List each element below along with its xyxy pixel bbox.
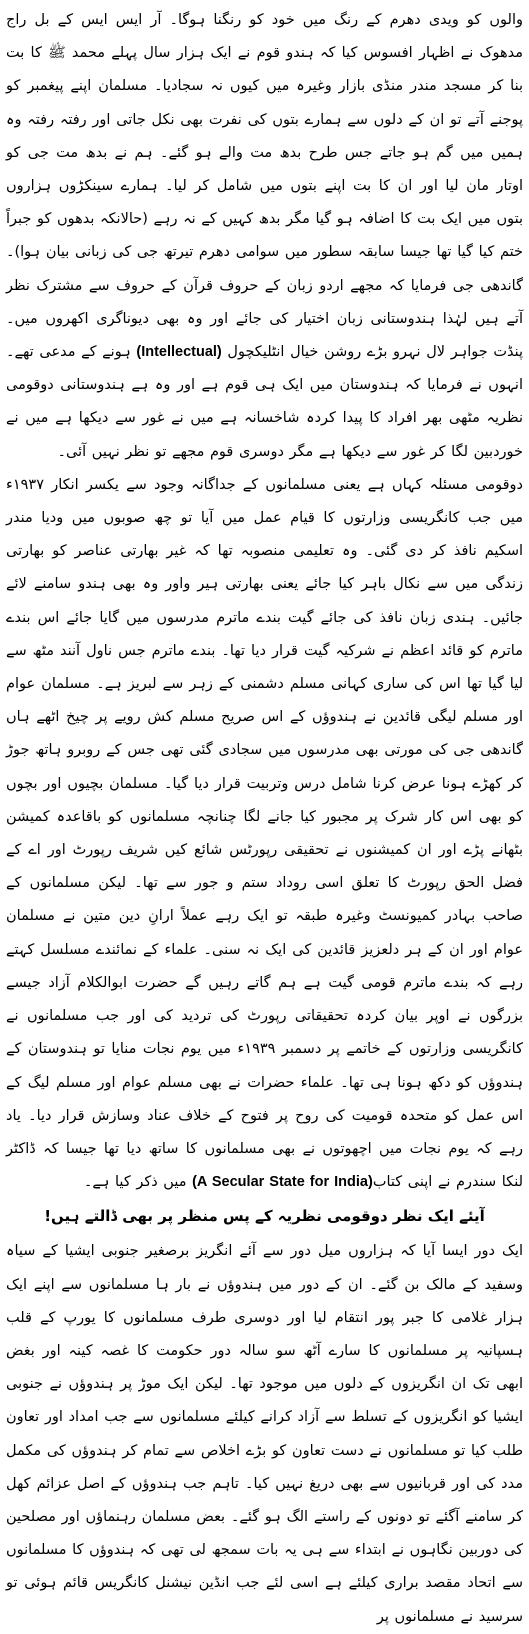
paragraph-1-text: والوں کو ویدی دھرم کے رنگ میں خود کو رنگنا ہوگا۔ آر ایس ایس کے بل راج مدھوک نے اظہار افسوس کیا کہ ہندو قوم نے ایک ہزار سال پہلے محمد ﷺ کا بت بنا کر مسجد مندر منڈی بازار وغیرہ میں کیوں نہ سجادیا۔ مسلمان اپنے پیغمبر کو پوجنے آتے تو ان کے دلوں سے ہمارے بتوں کی نفرت بھی نکل جاتی اور رفتہ رفتہ وہ ہمیں میں گم ہو جاتے جس طرح بدھ مت والے ہو گئے۔ ہم نے بدھ مت جی کو اوتار مان لیا اور ان کا بت اپنے بتوں میں شامل کر لیا۔ ہمارے سینکڑوں ہزاروں بتوں میں ایک بت کا اضافہ ہو گیا مگر بدھ کہیں کے نہ رہے (حالانکہ بدھوں کو جبراً ختم کیا گیا تھا جیسا سابقہ سطور میں سوامی دھرم تیرتھ جی کی زبانی بیان ہوا)۔ گاندھی جی فرمایا کہ مجھے اردو زبان کے حروف قرآن کے حروف سے مشترک نظر آتے ہیں لہٰذا ہندوستانی زبان اختیار کی جائے اور وہ بھی دیوناگری اکھروں میں۔ پنڈت جواہر لال نہرو بڑے روشن خیال انٹلیکچول	[6, 12, 524, 361]
paragraph-1	[6, 4, 523, 469]
paragraph-1-continued: ہونے کے مدعی تھے۔ انہوں نے فرمایا کہ ہندوستان میں ایک ہی قوم ہے اور وہ ہے ہندوستانی دوقومی نظریہ مٹھی بھر افراد کا پیدا کردہ شاخسانہ ہے میں نے غور سے دیکھا ہے میں نے خوردبین لگا کر غور سے دیکھا ہے مگر دوسری قوم مجھے تو نظر نہیں آئی۔	[6, 344, 523, 460]
section-heading: آیئے ایک نظر دوقومی نظریہ کے پس منظر پر بھی ڈالتے ہیں!	[44, 1207, 485, 1226]
intellectual-term: (Intellectual)	[136, 344, 222, 361]
paragraph-2-continued: میں ذکر کیا ہے۔	[83, 1174, 187, 1191]
book-title: (A Secular State for India)	[192, 1174, 373, 1191]
paragraph-2-text: دوقومی مسئلہ کہاں ہے یعنی مسلمانوں کے جداگانہ وجود سے یکسر انکار ۱۹۳۷ء میں جب کانگریسی وزارتوں کا قیام عمل میں آیا تو چھ صوبوں میں ودیا مندر اسکیم نافذ کر دی گئی۔ وہ تعلیمی منصوبہ تھا کہ غیر بھارتی عناصر کو بھارتی زندگی میں سے نکال باہر کیا جائے یعنی بھارتی ہیر واور وہ بھی ہندو سامنے لائے جائیں۔ ہندی زبان نافذ کی جائے گیت بندے ماترم مدرسوں میں گایا جائے اس بندے ماترم کو قائد اعظم نے شرکیہ گیت قرار دیا تھا۔ بندے ماترم جس ناول آنند مٹھ سے لیا گیا تھا اس کی ساری کہانی مسلم دشمنی کے زہر سے لبریز ہے۔ مسلمان عوام اور مسلم لیگی قائدین نے ہندوؤں کے اس صریح مسلم کش رویے پر چیخ اٹھے ہاں گاندھی جی کی مورتی بھی مدرسوں میں سجادی گئی تھی جس کے روبرو ہاتھ جوڑ کر کھڑے ہونا عرض کرنا شامل درس وتربیت قرار دیا گیا۔ مسلمان بچیوں اور بچوں کو بھی اس کار شرک پر مجبور کیا جانے لگا چنانچہ مسلمانوں کو باقاعدہ کمیشن بٹھانے پڑے اور ان کمیشنوں نے تحقیقی رپورٹس شائع کیں شریف رپورٹ اور اے کے فضل الحق رپورٹ کا تعلق اسی روداد ستم و جور سے تھا۔ لیکن مسلمانوں کے صاحب بہادر کمیونسٹ وغیرہ طبقہ تو ایک رہے عملاً ارانِ دین متین نے مسلمان عوام اور ان کے ہر دلعزیز قائدین کی ایک نہ سنی۔ علماء کے نمائندے مسلسل کہتے رہے کہ بندے ماترم قومی گیت ہے ہم گاتے رہیں گے حضرت ابوالکلام آزاد جیسے بزرگوں نے اوپر بیان کردہ تحقیقاتی رپورٹ کی تردید کی اور جب مسلمانوں نے کانگریسی وزارتوں کے خاتمے پر دسمبر ۱۹۳۹ء میں یوم نجات منایا تو ہندوستان کے ہندوؤں کو دکھ ہونا ہی تھا۔ علماء حضرات نے بھی مسلم عوام اور مسلم لیگ کے اس عمل کو متحدہ قومیت کی روح پر فتوح کے خلاف عناد وسازش قرار دیا۔ یاد رہے کہ یوم نجات میں اچھوتوں نے بھی مسلمانوں کا ساتھ دیا تھا جیسا کہ ڈاکٹر لنکا سندرم نے اپنی کتاب	[6, 476, 523, 1191]
paragraph-3: ایک دور ایسا آیا کہ ہزاروں میل دور سے آئے انگریز برصغیر جنوبی ایشیا کے سیاہ وسفید کے مالک بن گئے۔ ان کے دور میں ہندوؤں نے بار ہا مسلمانوں سے اپنے ایک ہزار غلامی کا جبر پور انتقام لیا اور دوسری طرف مسلمانوں کا یورپ کے قلب ہسپانیہ پر مسلمانوں کا سارے آٹھ سو سالہ دور حکومت کا غصہ کینہ اور بغض ابھی تک ان انگریزوں کے دلوں میں موجود تھا۔ لیکن ایک موڑ پر ہندوؤں نے جنوبی ایشیا کو انگریزوں کے تسلط سے آزاد کرانے کیلئے مسلمانوں سے جب امداد اور تعاون طلب کیا تو مسلمانوں نے دست تعاون کو بڑے اخلاص سے تمام کر ہندوؤں کی مکمل مدد کی اور قربانیوں سے بھی دریغ نہیں کیا۔ تاہم جب ہندوؤں کے اصل عزائم کھل کر سامنے آگئے تو دونوں کے راستے الگ ہو گئے۔ بعض مسلمان رہنماؤں اور مصلحین کی دوربین نگاہوں نے ابتداء سے ہی یہ بات سمجھ لی تھی کہ ہندوؤں کا مسلمانوں سے اتحاد مقصد براری کیلئے ہے اسی لئے جب انڈین نیشنل کانگریس قائم ہوئی تو سرسید نے مسلمانوں پر	[6, 1243, 523, 1625]
paragraph-2	[6, 469, 523, 1199]
